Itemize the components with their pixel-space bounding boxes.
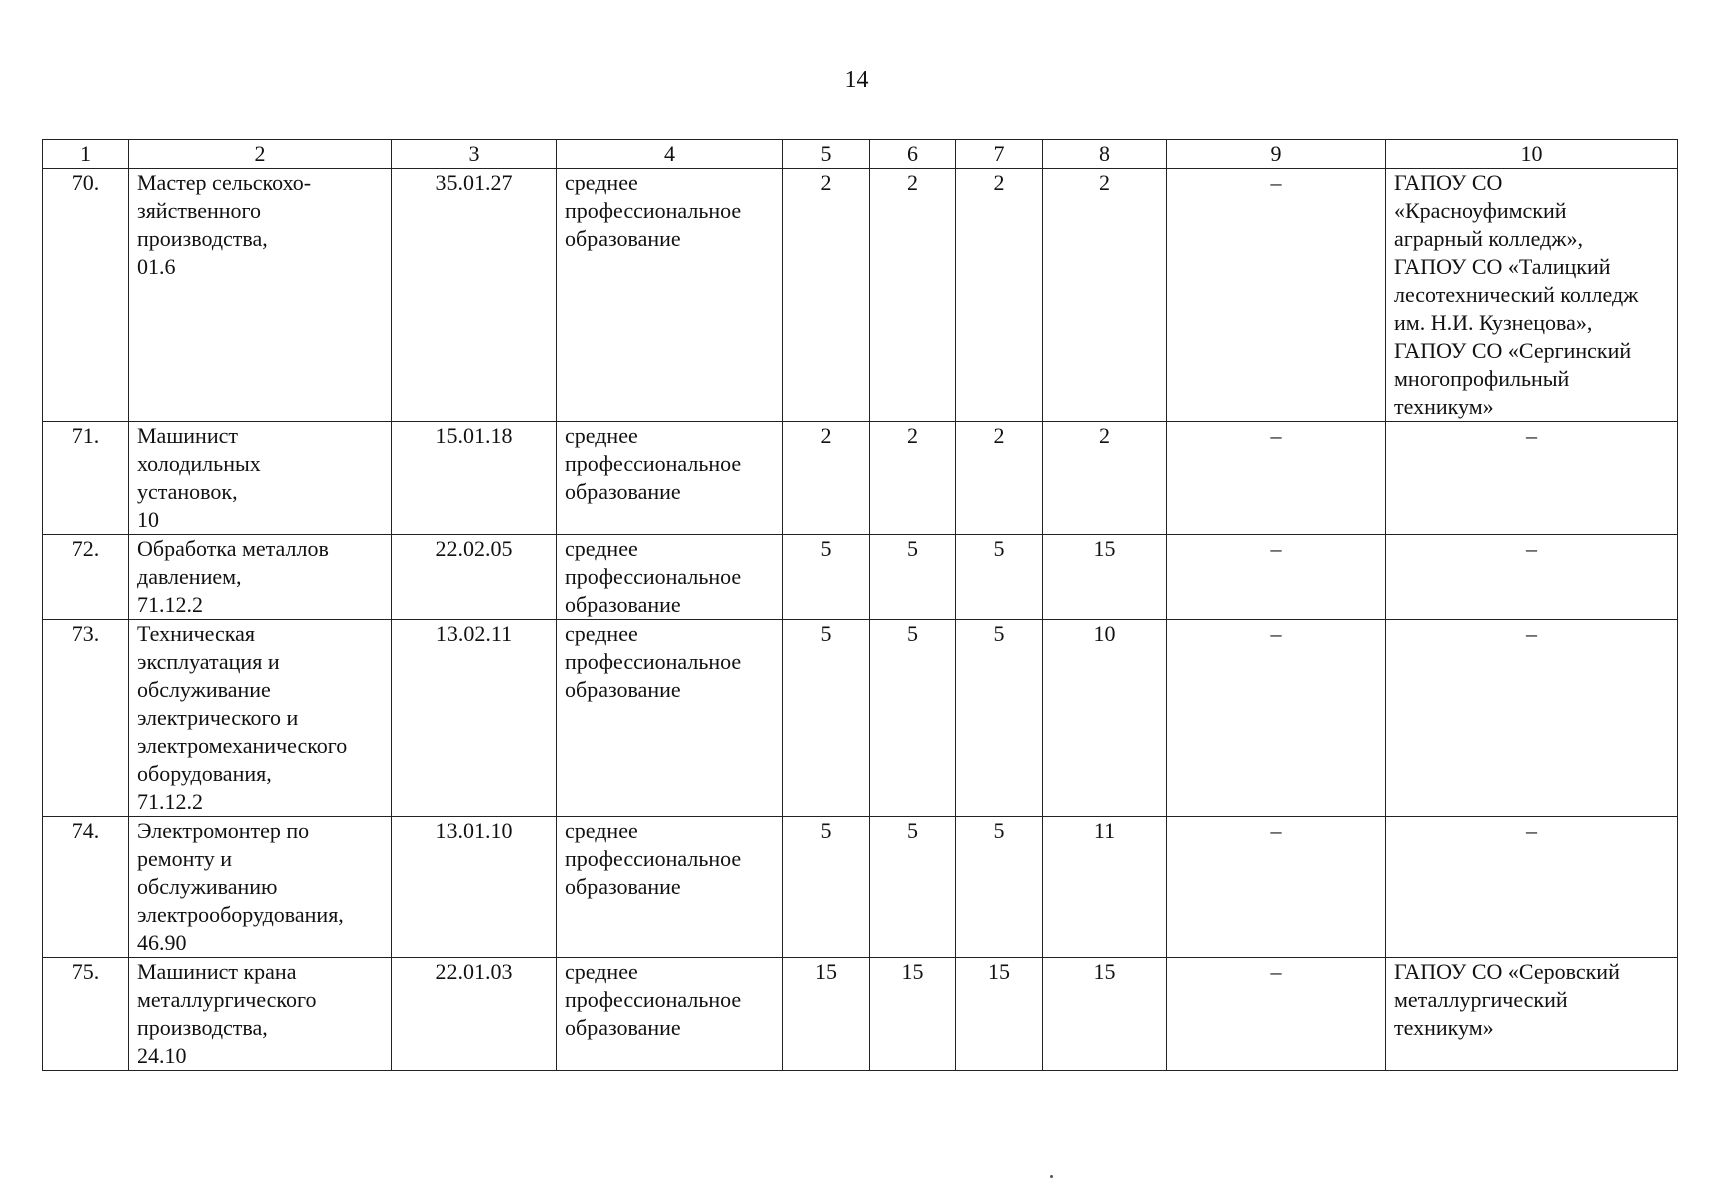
profession-name-line: Машинист крана: [137, 959, 297, 984]
table-row: [43, 169, 1678, 422]
education-level-line: образование: [565, 874, 681, 899]
education-level-line: среднее: [565, 423, 638, 448]
profession-name-line: производства,: [137, 226, 268, 251]
value-col-7: 2: [956, 422, 1043, 535]
organization-line: ГАПОУ СО «Талицкий: [1394, 254, 1611, 279]
organization-line: аграрный колледж»,: [1394, 226, 1583, 251]
value-col-6: 15: [870, 958, 956, 1071]
profession-name: [129, 422, 392, 535]
organization: –: [1386, 422, 1678, 535]
page-number: 14: [844, 67, 869, 93]
table-row: [43, 958, 1678, 1071]
column-header-10: 10: [1386, 140, 1678, 169]
profession-name-line: электромеханического: [137, 733, 348, 758]
organization-line: «Красноуфимский: [1394, 198, 1567, 223]
profession-name-line: давлением,: [137, 564, 242, 589]
organization: –: [1386, 620, 1678, 817]
profession-name-line: обслуживание: [137, 677, 271, 702]
value-col-8: 15: [1043, 535, 1167, 620]
profession-name-line: ремонту и: [137, 846, 233, 871]
profession-name-line: 71.12.2: [137, 789, 203, 814]
stray-mark: [1050, 1175, 1053, 1178]
value-col-5: 15: [783, 958, 870, 1071]
value-col-5: 2: [783, 169, 870, 422]
profession-name-line: производства,: [137, 1015, 268, 1040]
education-level: [557, 620, 783, 817]
education-level-line: профессиональное: [565, 451, 742, 476]
value-col-9: –: [1167, 958, 1386, 1071]
value-col-5: 5: [783, 535, 870, 620]
value-col-6: 5: [870, 620, 956, 817]
profession-name-line: металлургического: [137, 987, 317, 1012]
profession-name-line: Электромонтер по: [137, 818, 310, 843]
organization-line: многопрофильный: [1394, 366, 1570, 391]
organization: –: [1386, 535, 1678, 620]
profession-name-line: обслуживанию: [137, 874, 278, 899]
organization-line: техникум»: [1394, 394, 1494, 419]
profession-name-line: 01.6: [137, 254, 176, 279]
value-col-8: 2: [1043, 169, 1167, 422]
column-header-9: 9: [1167, 140, 1386, 169]
profession-name-line: 46.90: [137, 930, 187, 955]
value-col-7: 5: [956, 535, 1043, 620]
organization: [1386, 958, 1678, 1071]
value-col-8: 10: [1043, 620, 1167, 817]
education-level-line: образование: [565, 479, 681, 504]
education-level-line: профессиональное: [565, 564, 742, 589]
value-col-5: 5: [783, 817, 870, 958]
education-level: [557, 958, 783, 1071]
profession-name-line: Обработка металлов: [137, 536, 329, 561]
profession-name-line: Машинист: [137, 423, 238, 448]
profession-name: [129, 620, 392, 817]
profession-name-line: зяйственного: [137, 198, 262, 223]
row-number: 70.: [43, 169, 129, 422]
education-level: [557, 422, 783, 535]
profession-code: 35.01.27: [392, 169, 557, 422]
row-number: 75.: [43, 958, 129, 1071]
profession-name-line: холодильных: [137, 451, 261, 476]
row-number: 72.: [43, 535, 129, 620]
education-level-line: среднее: [565, 818, 638, 843]
profession-name-line: Техническая: [137, 621, 256, 646]
table-row: [43, 817, 1678, 958]
column-header-5: 5: [783, 140, 870, 169]
data-table: [42, 139, 1678, 1071]
education-level-line: образование: [565, 677, 681, 702]
value-col-6: 5: [870, 535, 956, 620]
education-level-line: среднее: [565, 536, 638, 561]
row-number: 71.: [43, 422, 129, 535]
profession-code: 22.02.05: [392, 535, 557, 620]
education-level-line: среднее: [565, 170, 638, 195]
value-col-6: 2: [870, 169, 956, 422]
value-col-7: 5: [956, 620, 1043, 817]
column-header-3: 3: [392, 140, 557, 169]
value-col-9: –: [1167, 620, 1386, 817]
profession-name: [129, 817, 392, 958]
row-number: 73.: [43, 620, 129, 817]
profession-name-line: Мастер сельскохо-: [137, 170, 312, 195]
profession-name-line: 24.10: [137, 1043, 187, 1068]
value-col-9: –: [1167, 817, 1386, 958]
value-col-5: 5: [783, 620, 870, 817]
profession-code: 13.02.11: [392, 620, 557, 817]
value-col-8: 2: [1043, 422, 1167, 535]
education-level-line: образование: [565, 592, 681, 617]
profession-name-line: установок,: [137, 479, 238, 504]
education-level: [557, 535, 783, 620]
education-level-line: профессиональное: [565, 649, 742, 674]
column-header-1: 1: [43, 140, 129, 169]
value-col-9: –: [1167, 422, 1386, 535]
column-header-8: 8: [1043, 140, 1167, 169]
value-col-7: 15: [956, 958, 1043, 1071]
organization: [1386, 169, 1678, 422]
profession-name-line: электрооборудования,: [137, 902, 344, 927]
profession-code: 15.01.18: [392, 422, 557, 535]
organization-line: металлургический: [1394, 987, 1568, 1012]
education-level: [557, 817, 783, 958]
organization-line: ГАПОУ СО «Серовский: [1394, 959, 1620, 984]
column-header-6: 6: [870, 140, 956, 169]
organization-line: ГАПОУ СО: [1394, 170, 1503, 195]
value-col-9: –: [1167, 169, 1386, 422]
value-col-9: –: [1167, 535, 1386, 620]
organization: –: [1386, 817, 1678, 958]
value-col-7: 5: [956, 817, 1043, 958]
education-level-line: среднее: [565, 959, 638, 984]
organization-line: им. Н.И. Кузнецова»,: [1394, 310, 1593, 335]
education-level-line: профессиональное: [565, 846, 742, 871]
profession-name-line: оборудования,: [137, 761, 272, 786]
profession-name-line: эксплуатация и: [137, 649, 280, 674]
column-header-4: 4: [557, 140, 783, 169]
education-level-line: образование: [565, 226, 681, 251]
column-header-7: 7: [956, 140, 1043, 169]
row-number: 74.: [43, 817, 129, 958]
profession-code: 22.01.03: [392, 958, 557, 1071]
profession-name-line: 71.12.2: [137, 592, 203, 617]
value-col-6: 2: [870, 422, 956, 535]
value-col-7: 2: [956, 169, 1043, 422]
education-level-line: профессиональное: [565, 987, 742, 1012]
profession-name-line: электрического и: [137, 705, 299, 730]
value-col-8: 11: [1043, 817, 1167, 958]
profession-name: [129, 958, 392, 1071]
table-row: [43, 535, 1678, 620]
organization-line: ГАПОУ СО «Сергинский: [1394, 338, 1632, 363]
value-col-6: 5: [870, 817, 956, 958]
value-col-5: 2: [783, 422, 870, 535]
table-body: [43, 169, 1678, 1071]
table-row: [43, 422, 1678, 535]
organization-line: лесотехнический колледж: [1394, 282, 1639, 307]
organization-line: техникум»: [1394, 1015, 1494, 1040]
profession-name: [129, 169, 392, 422]
column-header-2: 2: [129, 140, 392, 169]
education-level-line: образование: [565, 1015, 681, 1040]
education-level: [557, 169, 783, 422]
profession-name-line: 10: [137, 507, 159, 532]
value-col-8: 15: [1043, 958, 1167, 1071]
profession-name: [129, 535, 392, 620]
education-level-line: профессиональное: [565, 198, 742, 223]
table-row: [43, 620, 1678, 817]
profession-code: 13.01.10: [392, 817, 557, 958]
header-row: [43, 140, 1678, 169]
education-level-line: среднее: [565, 621, 638, 646]
